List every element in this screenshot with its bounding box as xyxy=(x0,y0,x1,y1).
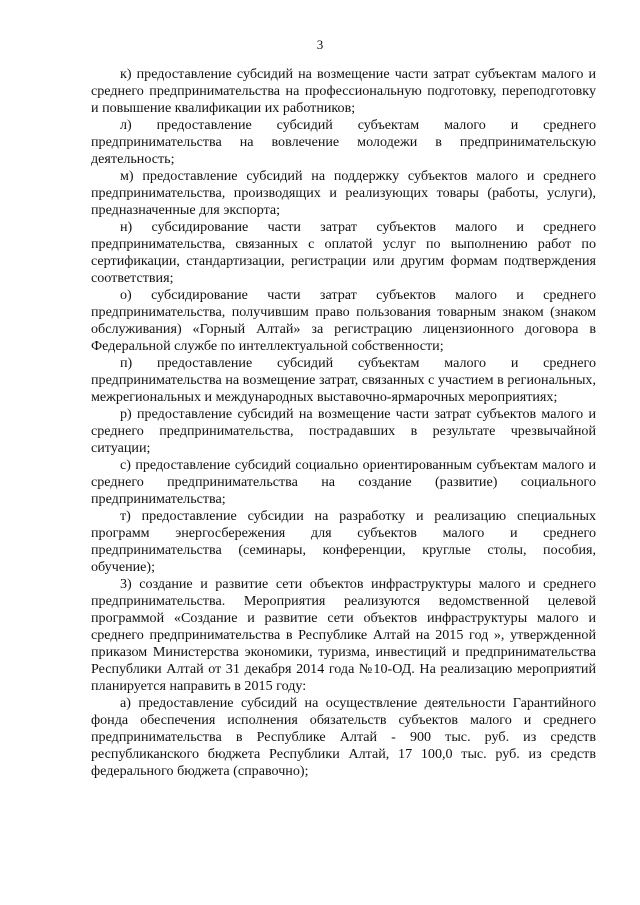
paragraph-t: т) предоставление субсидии на разработку и реализацию специальных программ энергосбережения для субъектов малого и среднего предпринимательства (семинары, конференции, круглые столы, пособия, обучение); xyxy=(91,508,596,575)
document-body xyxy=(91,66,596,780)
paragraph-o: о) субсидирование части затрат субъектов малого и среднего предпринимательства, получившим право пользования товарным знаком (знаком обслуживания) «Горный Алтай» за регистрацию лицензионного договора в Федеральной службе по интеллектуальной собственности; xyxy=(91,287,596,354)
paragraph-l: л) предоставление субсидий субъектам малого и среднего предпринимательства на вовлечение молодежи в предпринимательскую деятельность; xyxy=(91,117,596,167)
paragraph-p: п) предоставление субсидий субъектам малого и среднего предпринимательства на возмещение затрат, связанных с участием в региональных, межрегиональных и международных выставочно-ярмарочных мероприятиях; xyxy=(91,355,596,405)
paragraph-r: р) предоставление субсидий на возмещение части затрат субъектов малого и среднего предпринимательства, пострадавших в результате чрезвычайной ситуации; xyxy=(91,406,596,456)
page-number: 3 xyxy=(316,37,324,52)
paragraph-k: к) предоставление субсидий на возмещение части затрат субъектам малого и среднего предпринимательства на профессиональную подготовку, переподготовку и повышение квалификации их работников; xyxy=(91,66,596,116)
paragraph-s: с) предоставление субсидий социально ориентированным субъектам малого и среднего предпринимательства на создание (развитие) социального предпринимательства; xyxy=(91,457,596,507)
paragraph-m: м) предоставление субсидий на поддержку субъектов малого и среднего предпринимательства, производящих и реализующих товары (работы, услуги), предназначенные для экспорта; xyxy=(91,168,596,218)
paragraph-a-guarantee-fund: а) предоставление субсидий на осуществление деятельности Гарантийного фонда обеспечения исполнения обязательств субъектов малого и среднего предпринимательства в Республике Алтай - 900 тыс. руб. из средств республиканского бюджета Республики Алтай, 17 100,0 тыс. руб. из средств федерального бюджета (справочно); xyxy=(91,695,596,779)
paragraph-n: н) субсидирование части затрат субъектов малого и среднего предпринимательства, связанных с оплатой услуг по выполнению работ по сертификации, стандартизации, регистрации или другим формам подтверждения соответствия; xyxy=(91,219,596,286)
paragraph-3-infrastructure: 3) создание и развитие сети объектов инфраструктуры малого и среднего предпринимательства. Мероприятия реализуются ведомственной целевой программой «Создание и развитие сети объектов инфраструктуры малого и среднего предпринимательства в Республике Алтай на 2015 год », утвержденной приказом Министерства экономики, туризма, инвестиций и предпринимательства Республики Алтай от 31 декабря 2014 года №10-ОД. На реализацию мероприятий планируется направить в 2015 году: xyxy=(91,576,596,694)
